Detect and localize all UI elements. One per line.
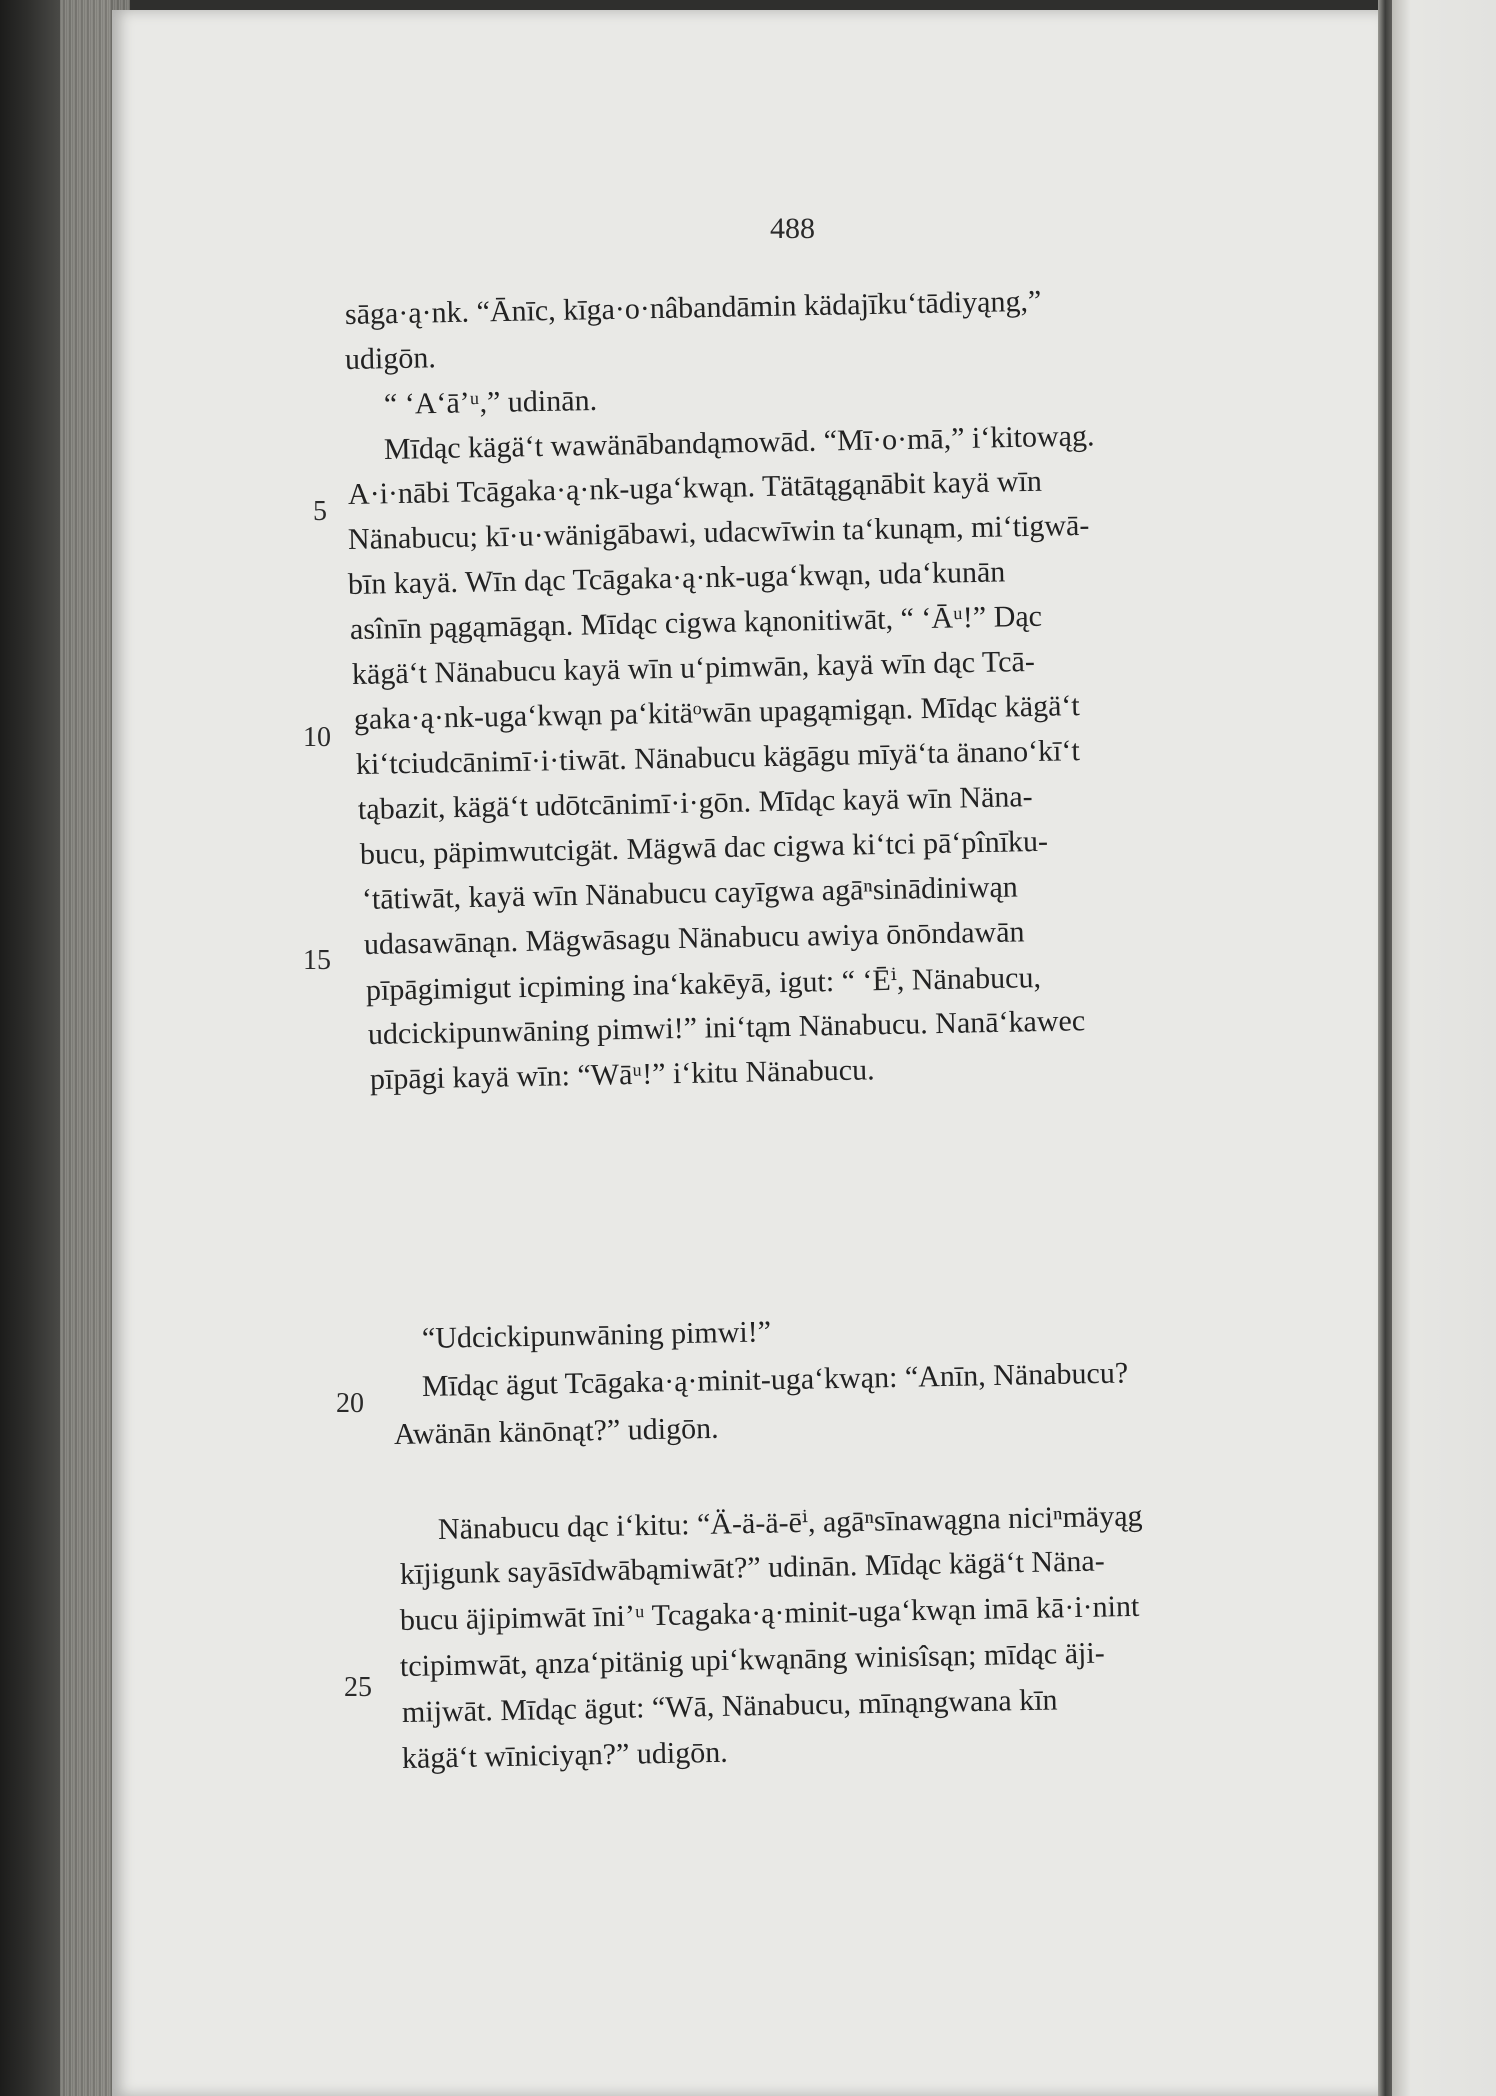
- text-line: udasawānąn. Mägwāsagu Nänabucu awiya ōnōndawān: [363, 915, 1025, 961]
- text-line: bucu, päpimwutcigät. Mägwā dac cigwa ki‘tci pā‘pînīku-: [359, 824, 1049, 871]
- text-line: Mīdąc kägä‘t wawänābandąmowād. “Mī·o·mā,” i‘kitowąg.: [383, 419, 1095, 466]
- text-line: Nänabucu; kī·u·wänigābawi, udacwīwin ta‘kunąm, mi‘tigwā-: [347, 508, 1090, 556]
- text-line: mijwāt. Mīdąc ägut: “Wā, Nänabucu, mīnąngwana kīn: [401, 1683, 1058, 1729]
- text-line: “Udcickipunwāning pimwi!”: [421, 1315, 772, 1355]
- text-line: gaka·ą·nk-uga‘kwąn pa‘kitäᵒwān upagąmigąn. Mīdąc kägä‘t: [353, 689, 1081, 736]
- text-line: ki‘tciudcānimī·i·tiwāt. Nänabucu kägāgu mīyä‘ta änano‘kī‘t: [355, 734, 1081, 781]
- text-line: Nänabucu dąc i‘kitu: “Ä-ä-ä-ēⁱ, agāⁿsīnawągna niciⁿmäyąg: [437, 1499, 1143, 1546]
- text-line: udcickipunwāning pimwi!” ini‘tąm Nänabucu. Nanā‘kawec: [367, 1004, 1086, 1051]
- line-number: 15: [303, 945, 331, 976]
- text-line: Mīdąc ägut Tcāgaka·ą·minit-uga‘kwąn: “Anīn, Nänabucu?: [421, 1356, 1129, 1403]
- text-line: A·i·nābi Tcāgaka·ą·nk-uga‘kwąn. Tätātągąnābit kayä wīn: [347, 464, 1043, 511]
- text-line: “ ‘A‘ā’ᵘ,” udinān.: [383, 383, 598, 421]
- line-number: 5: [313, 496, 327, 527]
- facing-page-edge: [1392, 0, 1496, 2096]
- text-line: kägä‘t Nänabucu kayä wīn u‘pimwān, kayä wīn dąc Tcā-: [351, 644, 1036, 691]
- text-line: bīn kayä. Wīn dąc Tcāgaka·ą·nk-uga‘kwąn, uda‘kunān: [347, 555, 1006, 601]
- text-line: udigōn.: [344, 341, 437, 376]
- text-line: kījigunk sayāsīdwābąmiwāt?” udinān. Mīdąc kägä‘t Näna-: [399, 1544, 1105, 1591]
- text-line: pīpāgi kayä wīn: “Wāᵘ!” i‘kitu Nänabucu.: [369, 1053, 875, 1096]
- text-line: asînīn pągąmāgąn. Mīdąc cigwa kąnonitiwāt, “ ‘Āᵘ!” Dąc: [349, 599, 1043, 646]
- text-line: tąbazit, kägä‘t udōtcānimī·i·gōn. Mīdąc kayä wīn Näna-: [357, 780, 1033, 826]
- text-line: pīpāgimigut icpiming ina‘kakēyā, igut: “ ‘Ēⁱ, Nänabucu,: [365, 961, 1042, 1007]
- text-line: sāga·ą·nk. “Ānīc, kīga·o·nâbandāmin kädajīku‘tādiyąng,”: [344, 284, 1042, 331]
- text-line: tcipimwāt, ąnza‘pitänig upi‘kwąnāng winisîsąn; mīdąc äji-: [399, 1636, 1105, 1683]
- page-number: 488: [770, 212, 815, 245]
- line-number: 10: [303, 722, 331, 753]
- line-number: 20: [336, 1388, 364, 1419]
- text-line: bucu äjipimwāt īni’ᵘ Tcagaka·ą·minit-uga‘kwąn imā kā·i·nint: [399, 1589, 1140, 1637]
- text-line: ‘tātiwāt, kayä wīn Nänabucu cayīgwa agāⁿsinādiniwąn: [361, 870, 1019, 916]
- text-line: Awänān känōnąt?” udigōn.: [393, 1411, 719, 1451]
- line-number: 25: [344, 1672, 372, 1703]
- text-line: kägä‘t wīniciyąn?” udigōn.: [401, 1735, 728, 1775]
